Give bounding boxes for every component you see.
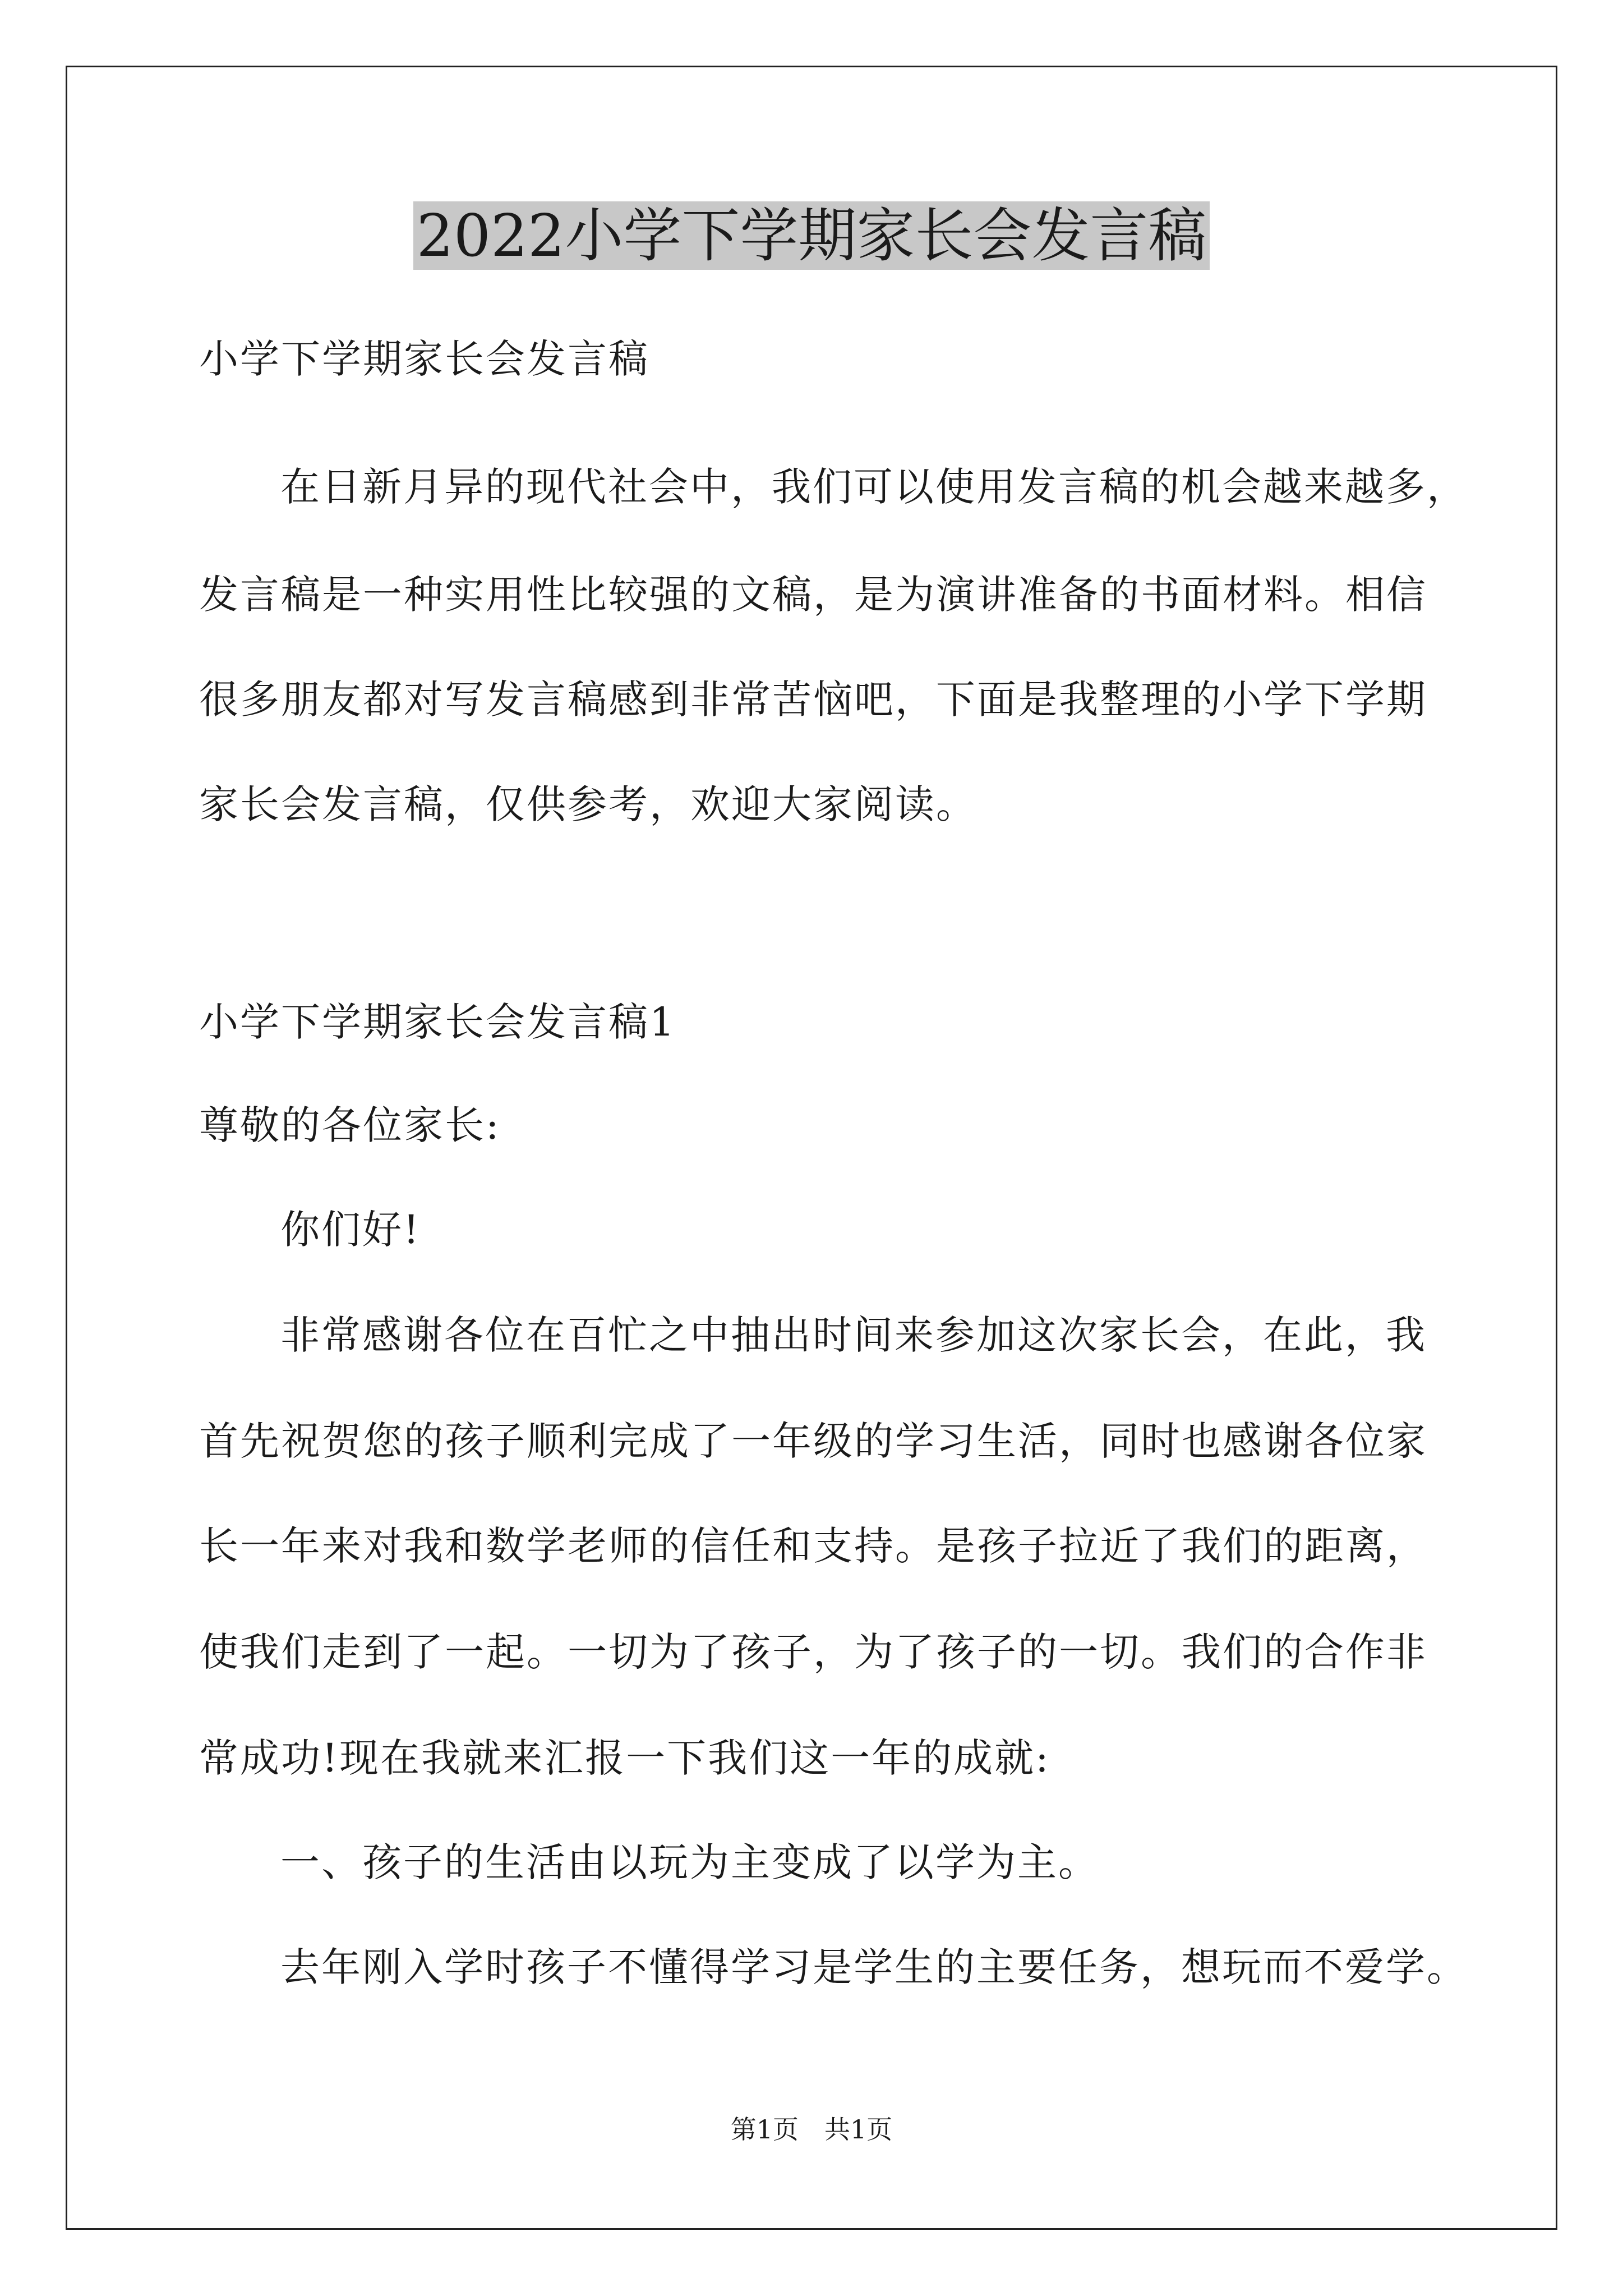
list-item: 一、孩子的生活由以玩为主变成了以学为主。 <box>280 1839 1099 1885</box>
paragraph-line: 去年刚入学时孩子不懂得学习是学生的主要任务，想玩而不爱学。 <box>280 1944 1468 1990</box>
salutation: 尊敬的各位家长: <box>199 1102 501 1148</box>
paragraph-line: 常成功!现在我就来汇报一下我们这一年的成就: <box>199 1735 1050 1781</box>
paragraph-line: 长一年来对我和数学老师的信任和支持。是孩子拉近了我们的距离， <box>199 1523 1427 1569</box>
document-title-text: 2022小学下学期家长会发言稿 <box>413 201 1210 270</box>
page-footer: 第1页 共1页 <box>730 2114 893 2145</box>
greeting: 你们好! <box>280 1207 421 1253</box>
paragraph-line: 发言稿是一种实用性比较强的文稿，是为演讲准备的书面材料。相信 <box>199 572 1427 618</box>
paragraph-line: 在日新月异的现代社会中，我们可以使用发言稿的机会越来越多， <box>280 464 1468 510</box>
paragraph-line: 首先祝贺您的孩子顺利完成了一年级的学习生活，同时也感谢各位家 <box>199 1418 1427 1464</box>
document-title <box>0 194 1623 278</box>
paragraph-line: 非常感谢各位在百忙之中抽出时间来参加这次家长会，在此，我 <box>280 1312 1427 1358</box>
paragraph-line: 很多朋友都对写发言稿感到非常苦恼吧，下面是我整理的小学下学期 <box>199 677 1427 723</box>
paragraph-line: 家长会发言稿，仅供参考，欢迎大家阅读。 <box>199 781 977 827</box>
section-heading-1: 小学下学期家长会发言稿1 <box>199 999 676 1045</box>
section-heading-intro: 小学下学期家长会发言稿 <box>199 336 649 382</box>
paragraph-line: 使我们走到了一起。一切为了孩子，为了孩子的一切。我们的合作非 <box>199 1629 1427 1675</box>
